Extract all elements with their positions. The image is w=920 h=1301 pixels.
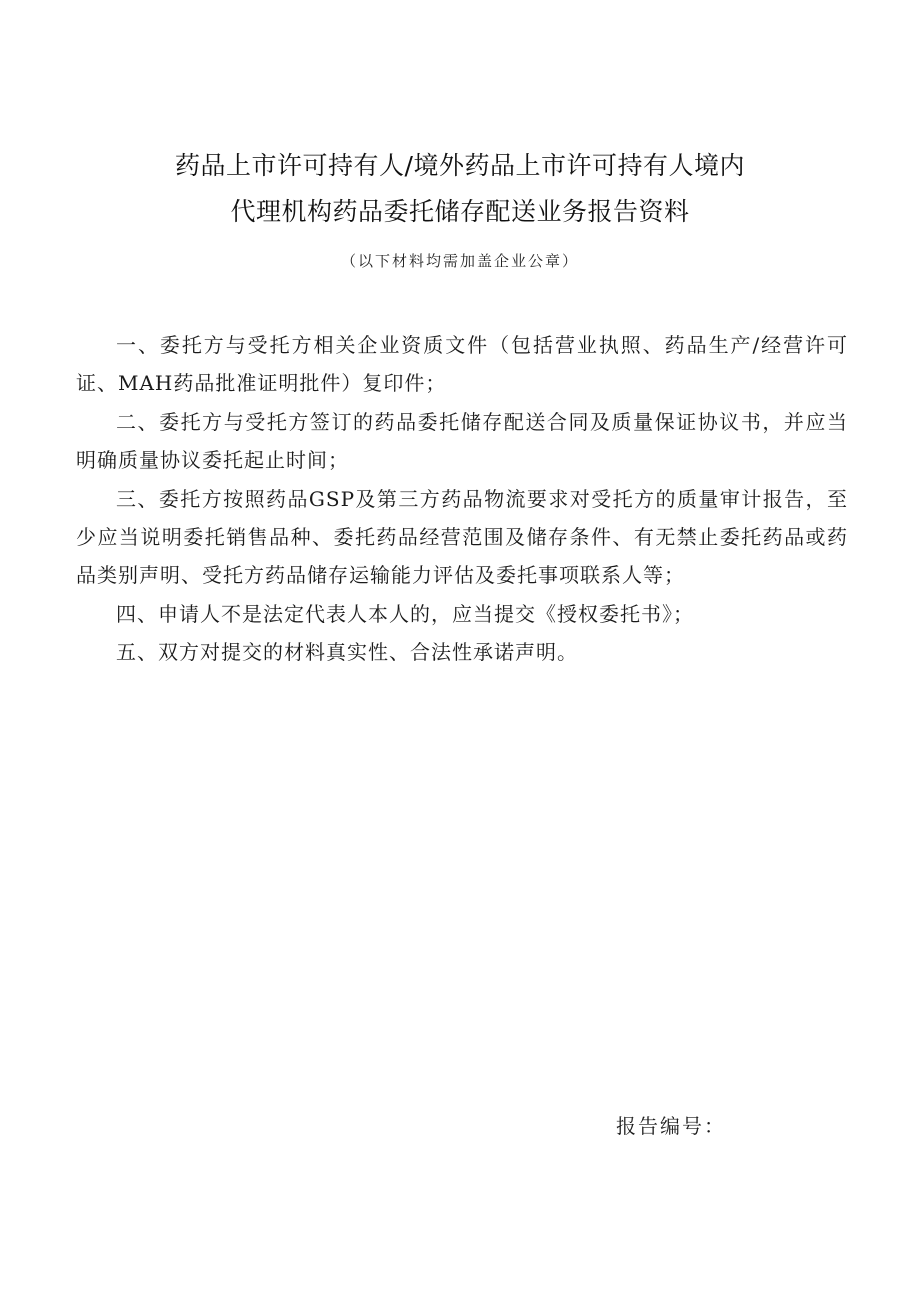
report-number-label: 报告编号： [616, 1114, 726, 1138]
requirement-item-5: 五、双方对提交的材料真实性、合法性承诺声明。 [116, 640, 578, 665]
requirements-list [76, 326, 848, 672]
document-title-line-1: 药品上市许可持有人/境外药品上市许可持有人境内 [175, 151, 745, 180]
requirement-item-4: 四、申请人不是法定代表人本人的，应当提交《授权委托书》； [116, 601, 694, 626]
requirement-item-1: 一、委托方与受托方相关企业资质文件（包括营业执照、药品生产/经营许可证、MAH药品批准证明批件）复印件； [76, 333, 848, 396]
requirement-item-2: 二、委托方与受托方签订的药品委托储存配送合同及质量保证协议书，并应当明确质量协议委托起止时间； [76, 409, 848, 473]
document-subtitle: （以下材料均需加盖企业公章） [340, 252, 579, 270]
requirement-item-3: 三、委托方按照药品GSP及第三方药品物流要求对受托方的质量审计报告，至少应当说明委托销售品种、委托药品经营范围及储存条件、有无禁止委托药品或药品类别声明、受托方药品储存运输能力评估及委托事项联系人等； [76, 486, 848, 588]
document-title-line-2: 代理机构药品委托储存配送业务报告资料 [230, 197, 690, 226]
